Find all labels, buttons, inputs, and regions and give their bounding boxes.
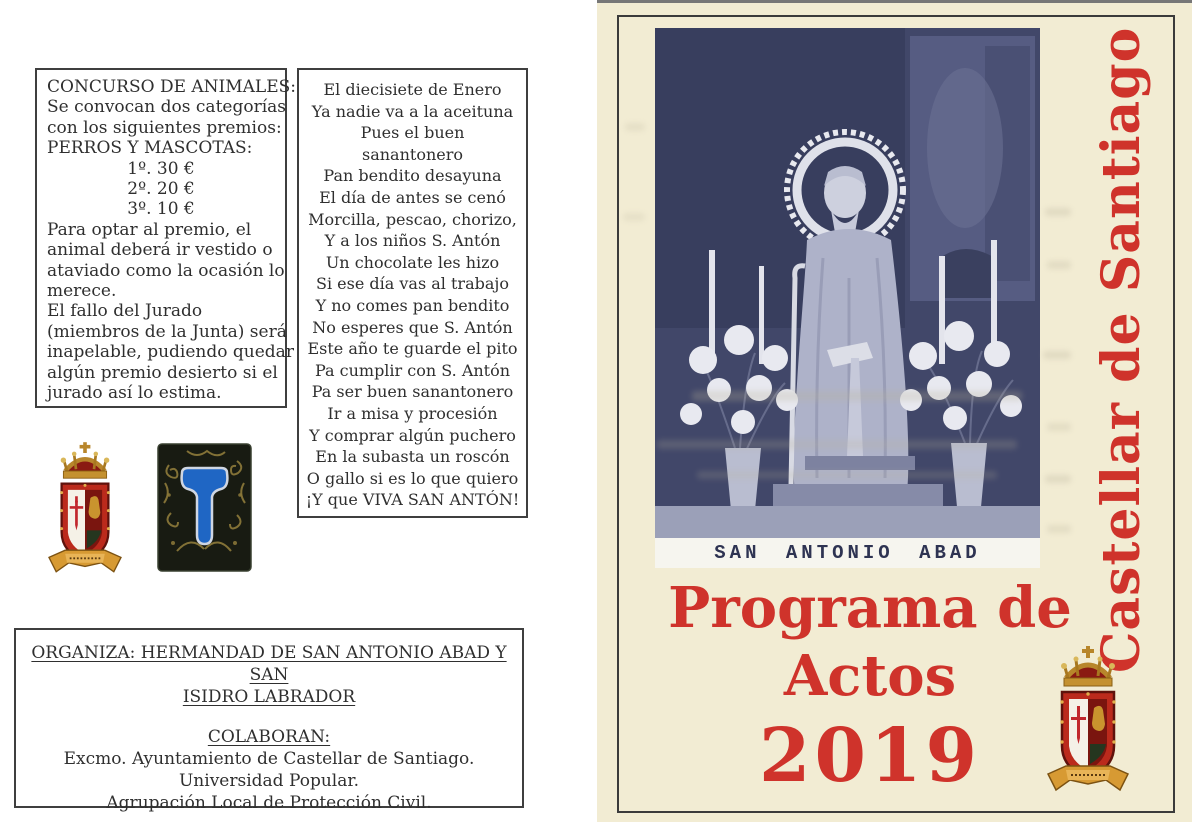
collaborator-lines	[30, 748, 508, 814]
photo-caption: SAN ANTONIO ABAD	[655, 538, 1040, 568]
poem-line: Pa ser buen sanantonero	[311, 382, 514, 402]
collaborator-line: Universidad Popular.	[178, 771, 360, 791]
cover-page	[597, 3, 1192, 822]
contest-line: 1º. 30 €	[127, 158, 195, 179]
scan-artifact	[623, 213, 645, 221]
contest-line: 2º. 20 €	[127, 179, 195, 200]
tau-cross-emblem-icon	[157, 443, 252, 572]
saint-photo	[655, 28, 1040, 568]
contest-line: inapelable, pudiendo quedar	[47, 342, 294, 363]
hermandad-coat-of-arms-icon	[40, 436, 130, 578]
poem-line: Y no comes pan bendito	[315, 295, 510, 315]
vertical-town-title: Castellar de Santiago	[1091, 26, 1152, 673]
poem-line: Un chocolate les hizo	[325, 252, 500, 272]
left-page	[0, 0, 560, 831]
contest-line: Se convocan dos categorías	[47, 97, 286, 118]
poem-line: sanantonero	[361, 144, 463, 164]
cover-title-line1: Programa de	[668, 575, 1072, 641]
contest-line: CONCURSO DE ANIMALES:	[47, 77, 297, 97]
poem-line: No esperes que S. Antón	[312, 317, 513, 337]
contest-line: PERROS Y MASCOTAS:	[47, 138, 253, 159]
organiza-line: ORGANIZA: HERMANDAD DE SAN ANTONIO ABAD Y SAN	[31, 643, 507, 685]
contest-line: algún premio desierto si el	[47, 362, 278, 383]
scan-artifact	[1047, 261, 1071, 269]
scan-artifact	[697, 471, 997, 479]
poem-line: Pues el buen	[360, 123, 465, 143]
poem-line: Pan bendito desayuna	[323, 166, 502, 186]
poem-line: En la subasta un roscón	[315, 447, 510, 467]
poem-line: Si ese día vas al trabajo	[316, 274, 509, 294]
scan-artifact	[692, 391, 1022, 401]
altar-photo-illustration	[655, 28, 1040, 538]
poem-line: Y a los niños S. Antón	[324, 231, 501, 251]
contest-line: Para optar al premio, el	[47, 219, 252, 240]
poem-line: O gallo si es lo que quiero	[306, 468, 519, 488]
contest-line: (miembros de la Junta) será	[47, 321, 287, 342]
colaboran-heading: COLABORAN:	[207, 727, 331, 747]
poem-box	[297, 68, 528, 518]
poem-line: Morcilla, pescao, chorizo,	[308, 209, 517, 229]
cover-year: 2019	[759, 713, 981, 799]
contest-line: ataviado como la ocasión lo	[47, 260, 285, 281]
contest-rules-box	[35, 68, 297, 408]
scan-artifact	[1047, 525, 1071, 533]
scan-artifact	[1047, 423, 1071, 431]
contest-line: El fallo del Jurado	[47, 301, 203, 322]
poem-line: El día de antes se cenó	[319, 187, 506, 207]
poem-line: ¡Y que VIVA SAN ANTÓN!	[305, 490, 520, 510]
contest-line: 3º. 10 €	[127, 199, 195, 220]
cover-title-line2: Actos	[783, 643, 957, 709]
spacer	[30, 708, 508, 726]
scan-artifact	[1043, 351, 1071, 359]
organiza-lines	[30, 642, 508, 708]
poem-line: Este año te guarde el pito	[307, 339, 518, 359]
contest-line: merece.	[47, 281, 117, 302]
poem-line: Pa cumplir con S. Antón	[314, 360, 511, 380]
organizers-box	[14, 628, 524, 813]
hermandad-coat-of-arms-icon	[1038, 642, 1138, 794]
collaborator-line: Agrupación Local de Protección Civil.	[106, 793, 432, 813]
collaborator-line: Excmo. Ayuntamiento de Castellar de Santiago.	[63, 749, 475, 769]
organiza-line: ISIDRO LABRADOR	[182, 687, 356, 707]
scan-artifact	[657, 440, 1017, 449]
contest-line: jurado así lo estima.	[47, 383, 222, 404]
poem-line: El diecisiete de Enero	[323, 80, 502, 99]
contest-line: con los siguientes premios:	[47, 117, 282, 138]
scan-artifact	[1045, 208, 1071, 216]
poem-line: Ir a misa y procesión	[327, 403, 498, 423]
scan-artifact	[625, 123, 645, 131]
poem-line: Ya nadie va a la aceituna	[311, 101, 514, 121]
contest-line: animal deberá ir vestido o	[47, 240, 273, 261]
scan-artifact	[1045, 475, 1071, 483]
poem-line: Y comprar algún puchero	[309, 425, 516, 445]
